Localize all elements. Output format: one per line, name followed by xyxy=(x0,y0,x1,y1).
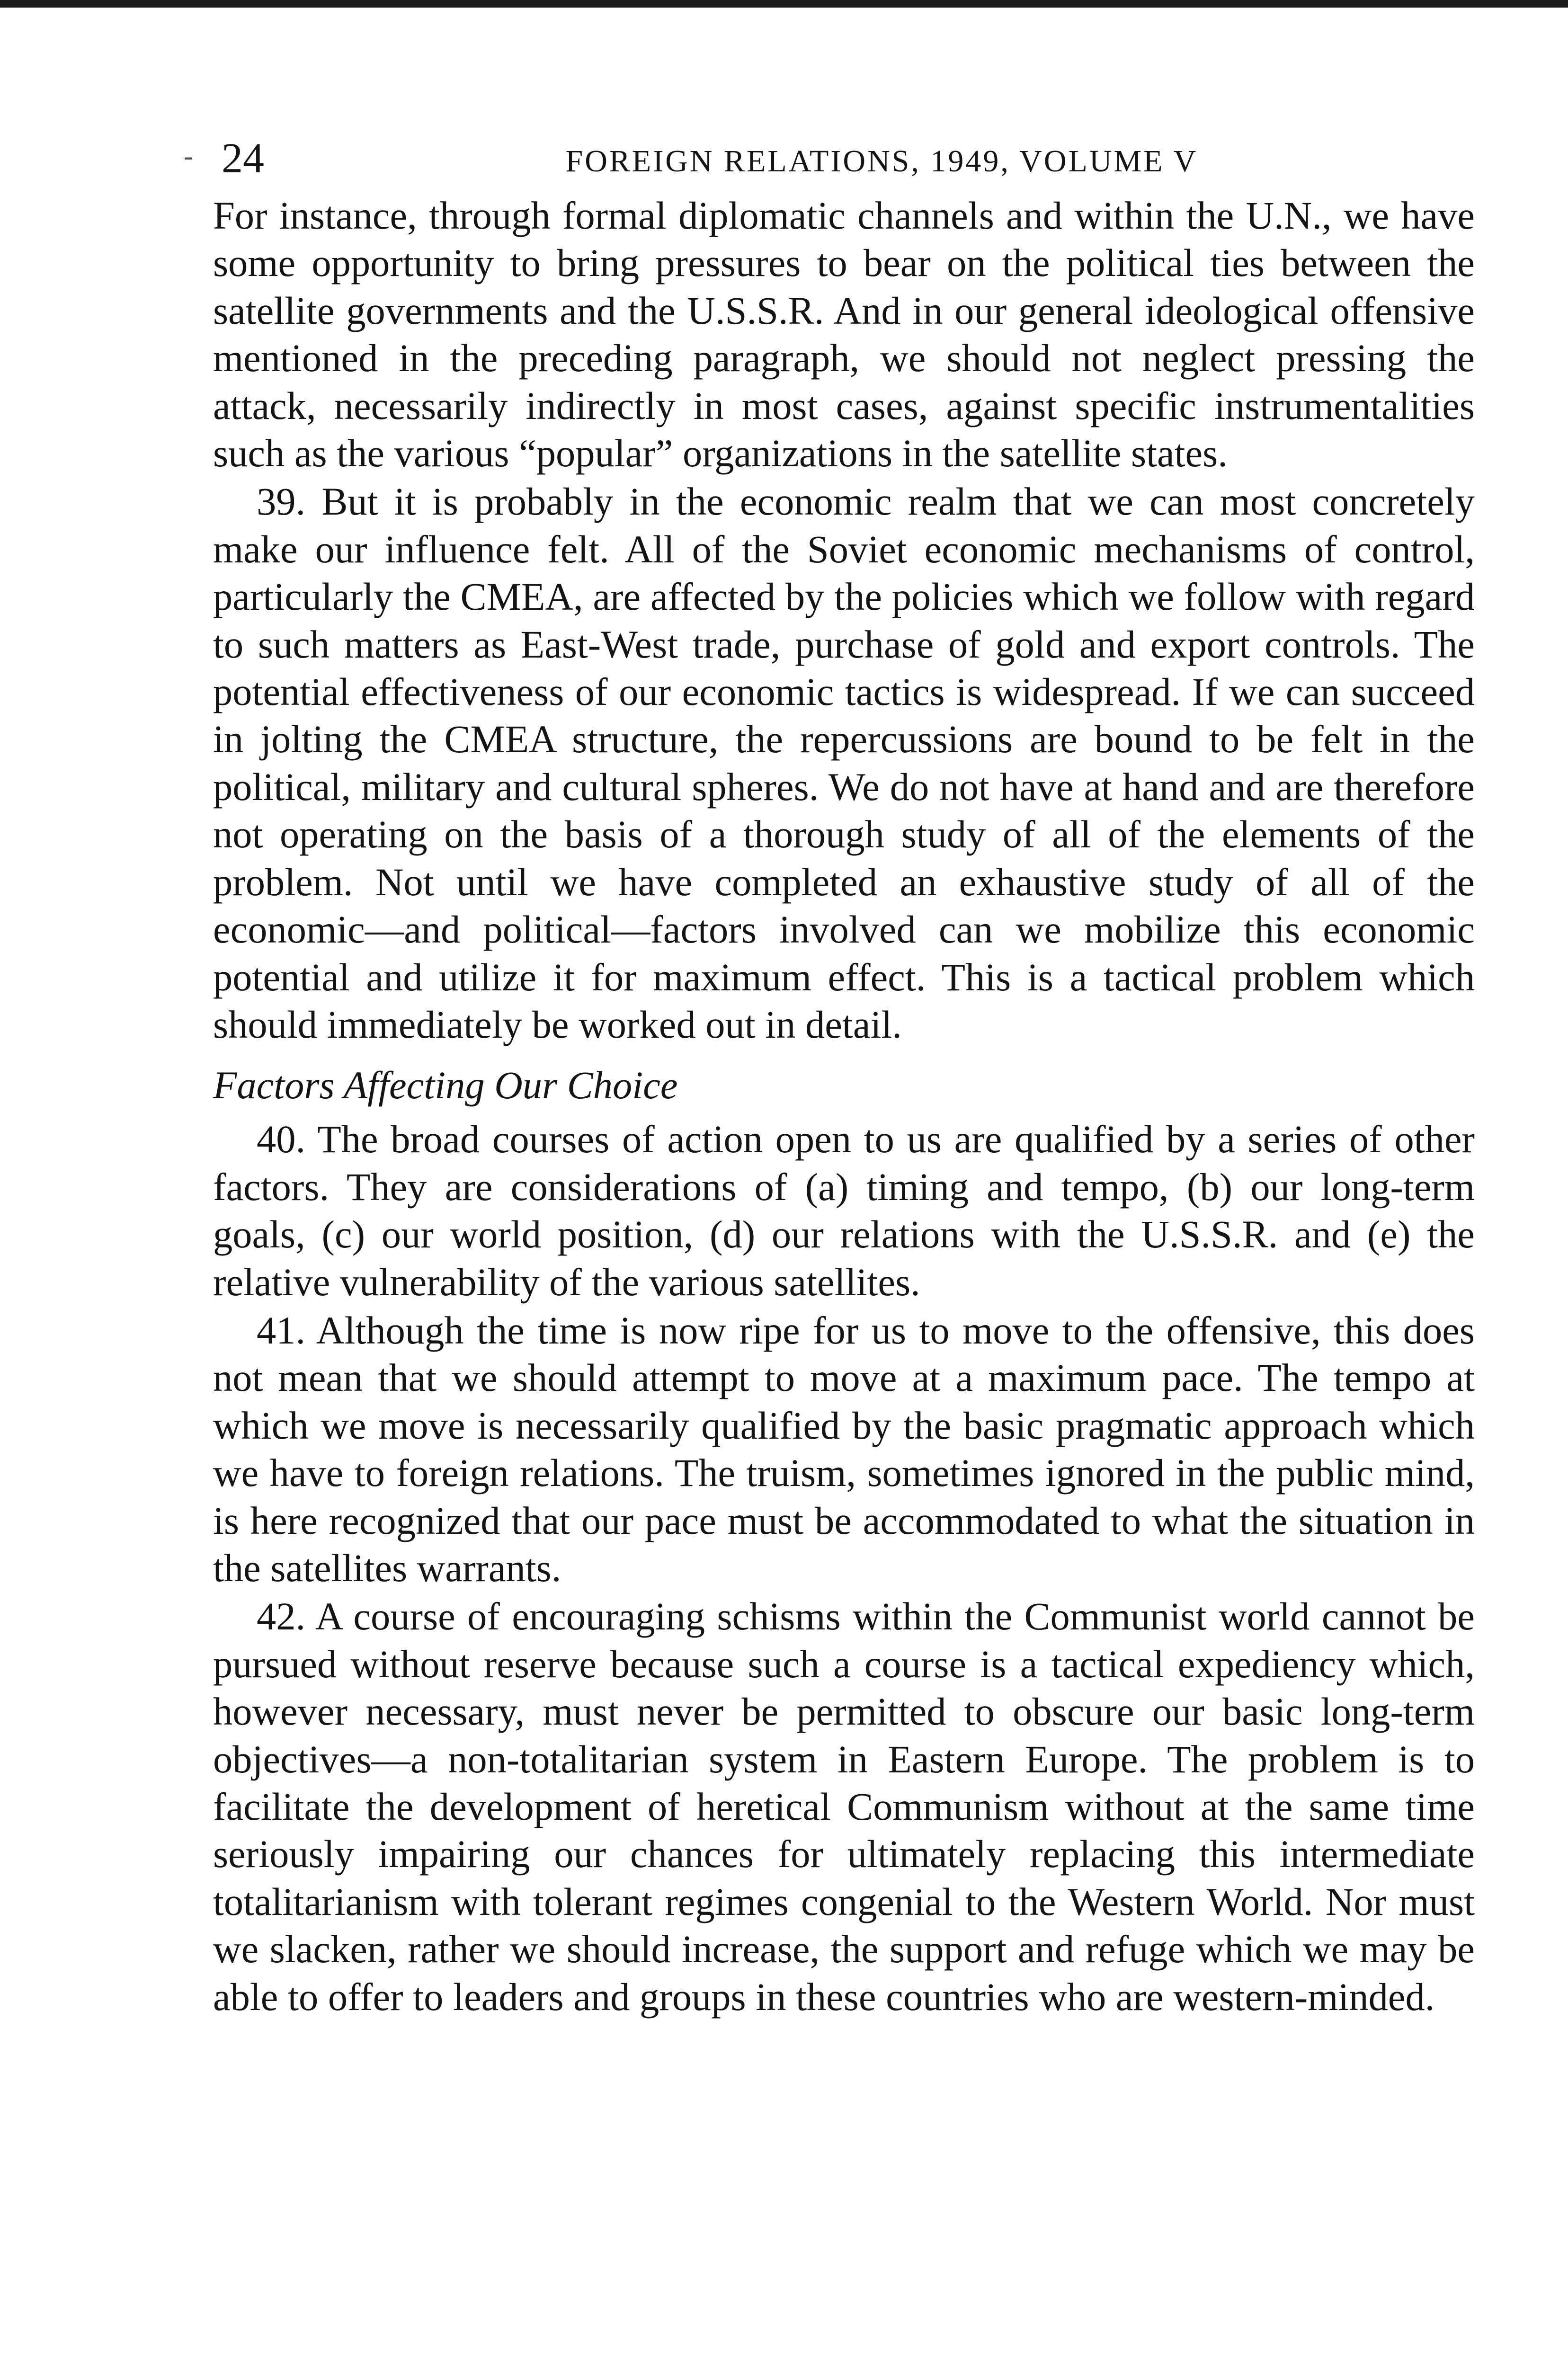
paragraph-42: 42. A course of encouraging schisms within the Communist world cannot be pursued without reserve because such a course is a tactical expediency which, however necessary, must never be permitted to obscure our basic long-term objectives—a non-totalitarian system in Eastern Europe. The problem is to facilitate the development of heretical Communism without at the same time seriously impairing our chances for ultimately replacing this intermediate totalitarianism with tolerant regimes congenial to the Western World. Nor must we slacken, rather we should increase, the support and refuge which we may be able to offer to leaders and groups in these countries who are western-minded. xyxy=(213,1594,1475,2019)
paragraph-40: 40. The broad courses of action open to us are qualified by a series of other factors. They are considerations of (a) timing and tempo, (b) our long-term goals, (c) our world position, (d) our relations with the U.S.S.R. and (e) the relative vulnerability of the various satellites. xyxy=(213,1117,1475,1304)
running-head xyxy=(184,121,1475,192)
margin-mark: - xyxy=(184,140,193,171)
body-text xyxy=(213,192,1475,2020)
paragraph-39: 39. But it is probably in the economic realm that we can most concretely make our influence felt. All of the Soviet economic mechanisms of control, particularly the CMEA, are affected by the policies which we follow with regard to such matters as East-West trade, purchase of gold and export controls. The potential effectiveness of our economic tactics is widespread. If we can succeed in jolting the CMEA structure, the repercussions are bound to be felt in the political, military and cultural spheres. We do not have at hand and are therefore not operating on the basis of a thorough study of all of the elements of the problem. Not until we have completed an exhaustive study of all of the economic—and political—factors involved can we mobilize this economic potential and utilize it for maximum effect. This is a tactical problem which should immediately be worked out in detail. xyxy=(213,480,1475,1046)
paragraph-continuation: For instance, through formal diplomatic channels and within the U.N., we have some opportunity to bring pressures to bear on the political ties between the satellite governments and the U.S.S.R. And in our general ideological offensive mentioned in the preceding paragraph, we should not neglect pressing the attack, necessarily indirectly in most cases, against specific instrumentalities such as the various “popular” organizations in the satellite states. xyxy=(213,194,1475,475)
top-border-rule xyxy=(0,0,1568,8)
document-page xyxy=(184,121,1475,2020)
section-heading: Factors Affecting Our Choice xyxy=(213,1063,678,1107)
running-title: FOREIGN RELATIONS, 1949, VOLUME V xyxy=(565,144,1198,178)
page-number: 24 xyxy=(222,135,264,182)
paragraph-41: 41. Although the time is now ripe for us to move to the offensive, this does not mean that we should attempt to move at a maximum pace. The tempo at which we move is necessarily qualified by the basic pragmatic approach which we have to foreign relations. The truism, sometimes ignored in the public mind, is here recognized that our pace must be accommodated to what the situation in the satellites warrants. xyxy=(213,1308,1475,1590)
